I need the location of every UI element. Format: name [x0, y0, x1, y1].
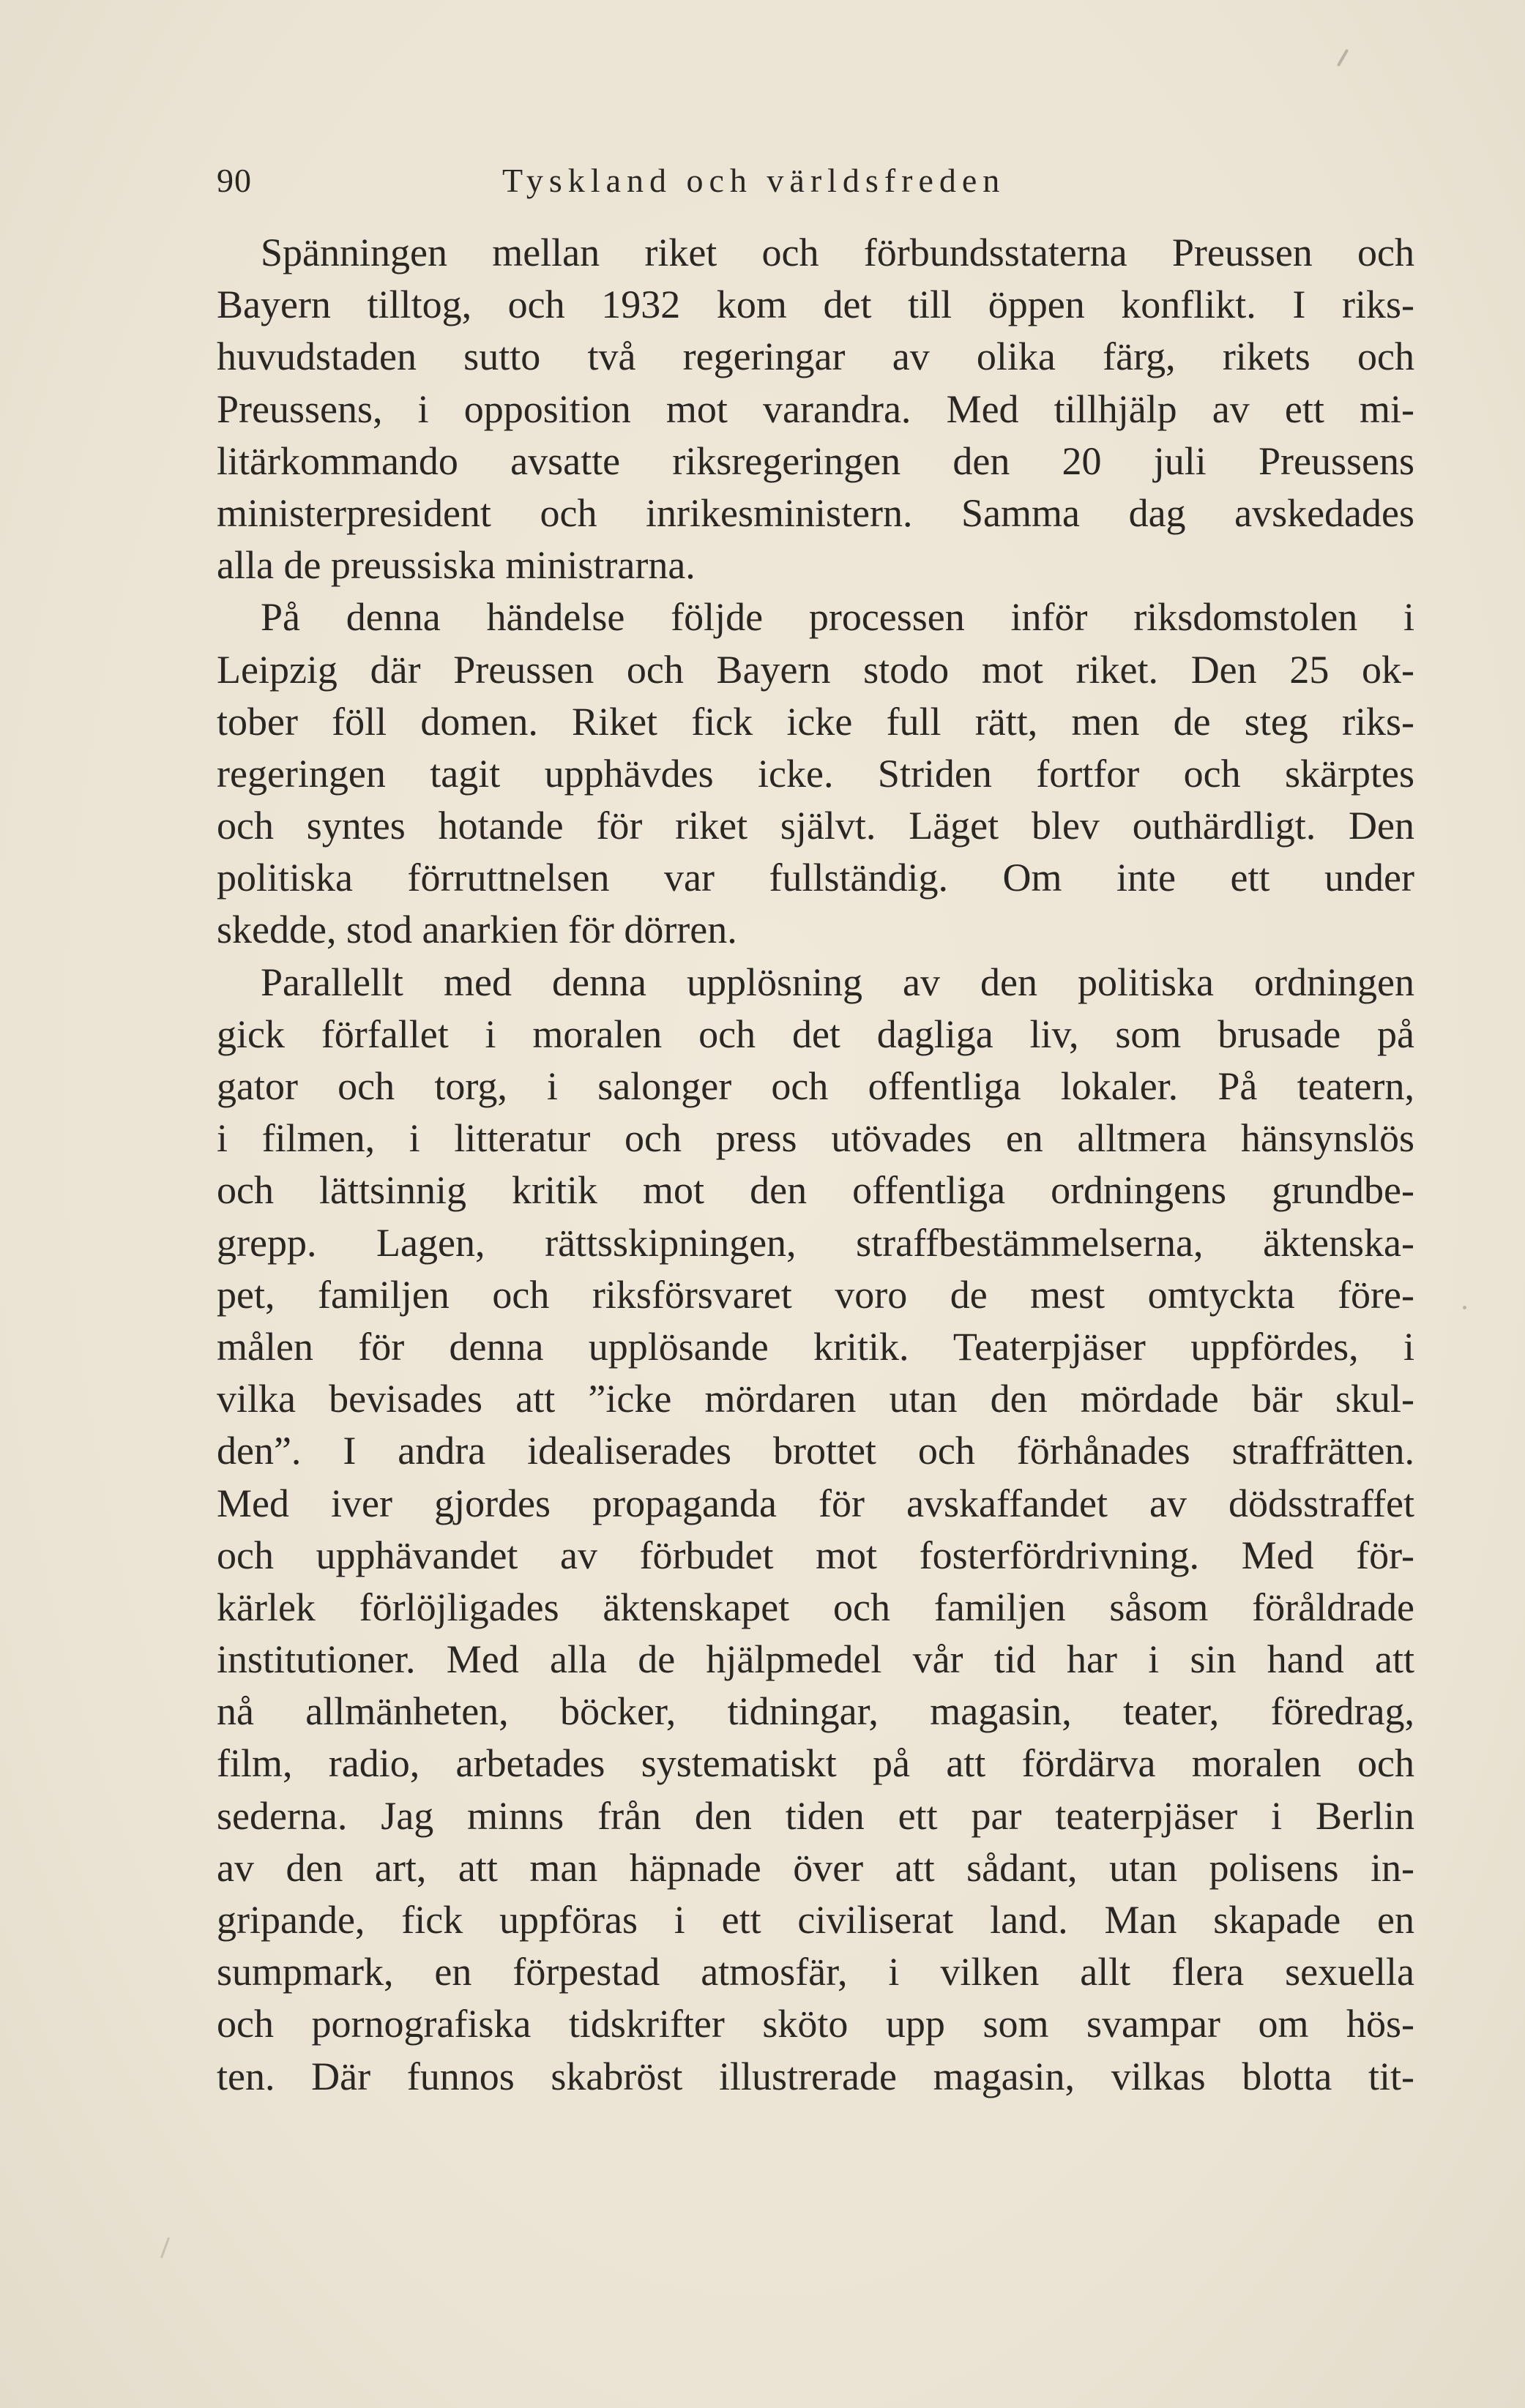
text-line: den”. I andra idealiserades brottet och förhånades straffrätten.	[217, 1429, 1414, 1473]
text-line: sumpmark, en förpestad atmosfär, i vilken allt flera sexuella	[217, 1950, 1414, 1994]
text-line: Preussens, i opposition mot varandra. Med tillhjälp av ett mi-	[217, 386, 1414, 431]
text-line: målen för denna upplösande kritik. Teaterpjäser uppfördes, i	[217, 1324, 1414, 1369]
text-line: alla de preussiska ministrarna.	[217, 543, 696, 588]
text-line: huvudstaden sutto två regeringar av olika färg, rikets och	[217, 334, 1414, 379]
text-line: På denna händelse följde processen inför riksdomstolen i	[261, 595, 1414, 640]
text-line: och pornografiska tidskrifter sköto upp som svampar om hös-	[217, 2002, 1414, 2046]
text-line: i filmen, i litteratur och press utövades en alltmera hänsynslös	[217, 1116, 1414, 1161]
text-line: regeringen tagit upphävdes icke. Striden fortfor och skärptes	[217, 751, 1414, 796]
text-line: Med iver gjordes propaganda för avskaffandet av dödsstraffet	[217, 1481, 1414, 1525]
text-line: film, radio, arbetades systematiskt på att fördärva moralen och	[217, 1741, 1414, 1786]
text-line: kärlek förlöjligades äktenskapet och familjen såsom föråldrade	[217, 1585, 1414, 1629]
text-line: nå allmänheten, böcker, tidningar, magasin, teater, föredrag,	[217, 1689, 1414, 1734]
text-line: institutioner. Med alla de hjälpmedel vår tid har i sin hand att	[217, 1637, 1414, 1682]
paragraph-3	[217, 957, 1414, 2103]
text-line: Bayern tilltog, och 1932 kom det till öppen konflikt. I riks-	[217, 283, 1414, 327]
text-line: och upphävandet av förbudet mot fosterfördrivning. Med för-	[217, 1533, 1414, 1577]
paragraph-1	[217, 227, 1414, 591]
text-line: av den art, att man häpnade över att sådant, utan polisens in-	[217, 1845, 1414, 1890]
text-line: och lättsinnig kritik mot den offentliga ordningens grundbe-	[217, 1168, 1414, 1213]
text-line: Spänningen mellan riket och förbundsstaterna Preussen och	[261, 231, 1414, 274]
text-line: tober föll domen. Riket fick icke full rätt, men de steg riks-	[217, 699, 1414, 744]
text-line: politiska förruttnelsen var fullständig. Om inte ett under	[217, 856, 1414, 900]
paragraph-2	[217, 591, 1414, 956]
text-line: Leipzig där Preussen och Bayern stodo mot riket. Den 25 ok-	[217, 647, 1414, 692]
text-line: gripande, fick uppföras i ett civiliserat land. Man skapade en	[217, 1898, 1414, 1942]
text-line: vilka bevisades att ”icke mördaren utan den mördade bär skul-	[217, 1377, 1414, 1421]
text-line: pet, familjen och riksförsvaret voro de mest omtyckta före-	[217, 1272, 1414, 1317]
page-number: 90	[217, 162, 252, 199]
paper-speck	[160, 2237, 170, 2258]
running-title: Tyskland och världsfreden	[502, 162, 1006, 199]
text-line: ten. Där funnos skabröst illustrerade magasin, vilkas blotta tit-	[217, 2054, 1414, 2098]
text-line: och syntes hotande för riket självt. Läget blev outhärdligt. Den	[217, 804, 1414, 848]
page-header	[217, 155, 1425, 206]
text-line: litärkommando avsatte riksregeringen den 20 juli Preussens	[217, 438, 1414, 483]
text-line: gator och torg, i salonger och offentliga lokaler. På teatern,	[217, 1064, 1414, 1108]
text-line: sederna. Jag minns från den tiden ett par teaterpjäser i Berlin	[217, 1793, 1414, 1838]
text-line: skedde, stod anarkien för dörren.	[217, 908, 737, 952]
text-line: Parallellt med denna upplösning av den politiska ordningen	[261, 960, 1414, 1004]
text-line: gick förfallet i moralen och det dagliga liv, som brusade på	[217, 1012, 1414, 1056]
paper-speck	[1337, 49, 1349, 67]
text-line: grepp. Lagen, rättsskipningen, straffbestämmelserna, äktenska-	[217, 1220, 1414, 1265]
paper-speck	[1463, 1306, 1466, 1309]
text-line: ministerpresident och inrikesministern. Samma dag avskedades	[217, 490, 1414, 535]
body-text	[217, 227, 1414, 2103]
